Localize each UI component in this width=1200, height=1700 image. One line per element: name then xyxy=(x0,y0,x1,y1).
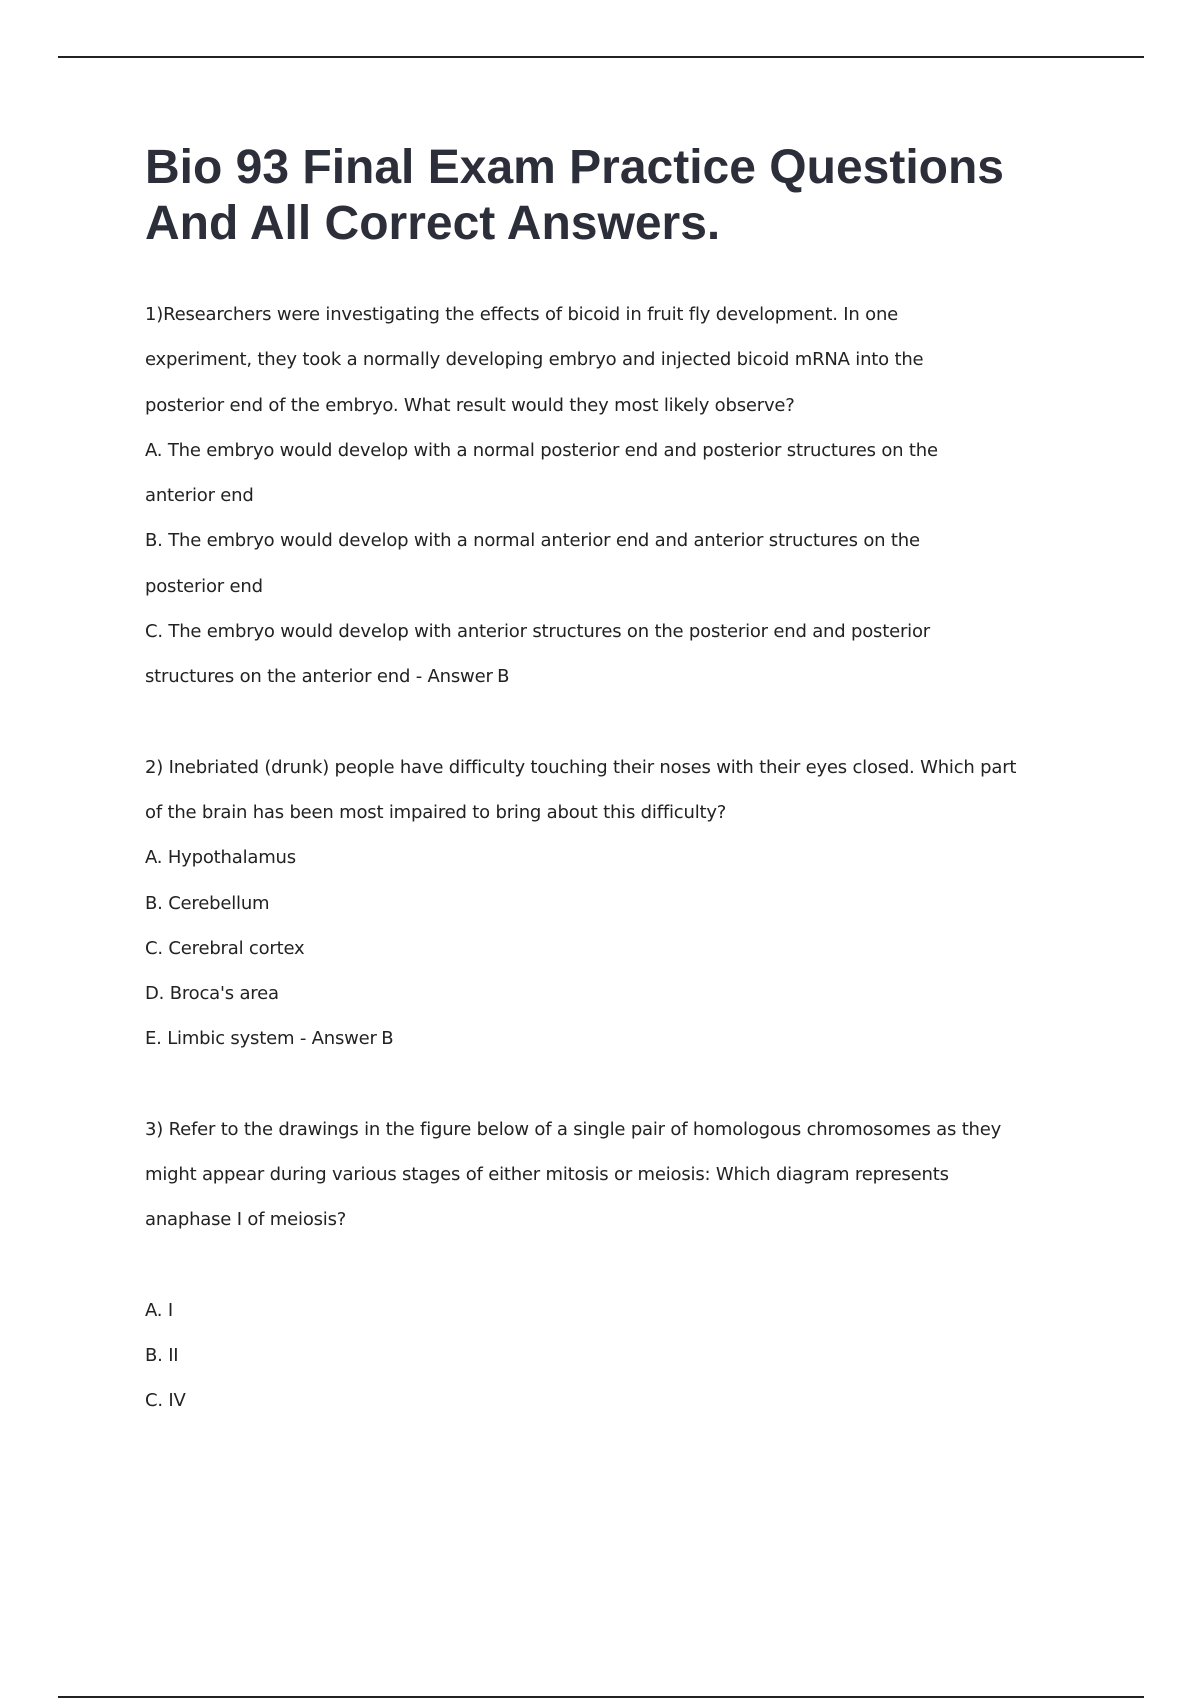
title-line: And All Correct Answers. xyxy=(145,197,721,250)
answer-option: B. Cerebellum xyxy=(145,892,270,914)
answer-prefix: structures on the anterior end - Answer xyxy=(145,666,493,688)
answer-option: A. I xyxy=(145,1299,173,1321)
question-text: 2) Inebriated (drunk) people have difficulty touching their noses with their eyes closed. Which part xyxy=(145,756,1017,778)
answer-option: B. II xyxy=(145,1344,179,1366)
question-1 xyxy=(145,292,1045,700)
answer-line xyxy=(145,654,1045,699)
document-title xyxy=(145,140,1045,252)
answer-letter: B xyxy=(381,1028,394,1050)
answer-prefix: E. Limbic system - Answer xyxy=(145,1028,377,1050)
header-rule xyxy=(58,56,1144,58)
question-text: 1)Researchers were investigating the effects of bicoid in fruit fly development. In one xyxy=(145,304,899,325)
answer-letter: B xyxy=(497,666,510,688)
answer-option: posterior end xyxy=(145,575,263,597)
answer-option: anterior end xyxy=(145,485,254,507)
answer-option: C. Cerebral cortex xyxy=(145,937,305,959)
answer-option: C. The embryo would develop with anterior structures on the posterior end and posterior xyxy=(145,621,930,643)
question-text: posterior end of the embryo. What result would they most likely observe? xyxy=(145,394,795,416)
footer-rule xyxy=(58,1696,1144,1698)
answer-option: D. Broca's area xyxy=(145,983,279,1005)
question-text: experiment, they took a normally developing embryo and injected bicoid mRNA into the xyxy=(145,349,924,371)
question-2 xyxy=(145,745,1045,1062)
document-body xyxy=(145,292,1045,1424)
spacer xyxy=(145,1062,1045,1107)
question-text: 3) Refer to the drawings in the figure below of a single pair of homologous chromosomes as they xyxy=(145,1118,1002,1140)
spacer xyxy=(145,700,1045,745)
question-3 xyxy=(145,1107,1045,1424)
answer-option: B. The embryo would develop with a normal anterior end and anterior structures on the xyxy=(145,530,920,552)
title-line: Bio 93 Final Exam Practice Questions xyxy=(145,141,1004,194)
answer-option: C. IV xyxy=(145,1390,186,1412)
question-text: of the brain has been most impaired to bring about this difficulty? xyxy=(145,801,727,823)
question-text: anaphase I of meiosis? xyxy=(145,1209,347,1231)
answer-option: A. The embryo would develop with a normal posterior end and posterior structures on the xyxy=(145,439,938,461)
answer-line xyxy=(145,1016,1045,1061)
spacer xyxy=(145,1243,1045,1288)
question-text: might appear during various stages of either mitosis or meiosis: Which diagram represents xyxy=(145,1164,949,1186)
document-page xyxy=(145,140,1045,1424)
answer-option: A. Hypothalamus xyxy=(145,847,296,869)
